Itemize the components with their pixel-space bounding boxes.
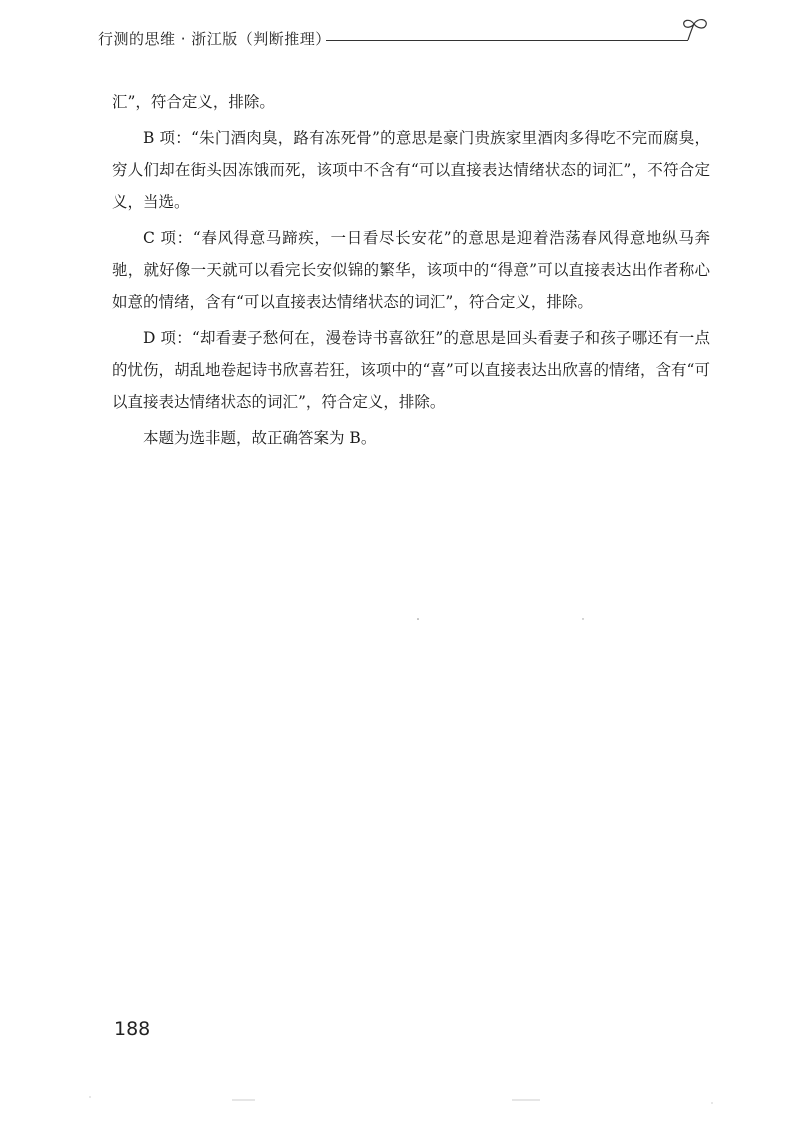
page-number: 188 [114, 1018, 151, 1040]
paragraph-conclusion: 本题为选非题，故正确答案为 B。 [143, 429, 377, 447]
paragraph-option-d: D 项：“却看妻子愁何在，漫卷诗书喜欲狂”的意思是回头看妻子和孩子哪还有一点的忧伤，胡乱地卷起诗书欣喜若狂，该项中的“喜”可以直接表达出欣喜的情绪，含有“可以直接表达情绪状态的词汇”，符合定义，排除。 [112, 329, 710, 411]
header-rule [326, 40, 688, 41]
paragraph-continuation: 汇”，符合定义，排除。 [112, 93, 275, 111]
sprout-icon [678, 16, 712, 46]
paragraph-option-b: B 项：“朱门酒肉臭，路有冻死骨”的意思是豪门贵族家里酒肉多得吃不完而腐臭，穷人们却在街头因冻饿而死，该项中不含有“可以直接表达情绪状态的词汇”，不符合定义，当选。 [112, 129, 710, 211]
book-title: 行测的思维 · 浙江版（判断推理） [98, 30, 331, 48]
running-header [98, 22, 718, 52]
answer-explanation [112, 86, 710, 458]
paragraph-option-c: C 项：“春风得意马蹄疾，一日看尽长安花”的意思是迎着浩荡春风得意地纵马奔驰，就好像一天就可以看完长安似锦的繁华，该项中的“得意”可以直接表达出作者称心如意的情绪，含有“可以直接表达情绪状态的词汇”，符合定义，排除。 [112, 229, 710, 311]
